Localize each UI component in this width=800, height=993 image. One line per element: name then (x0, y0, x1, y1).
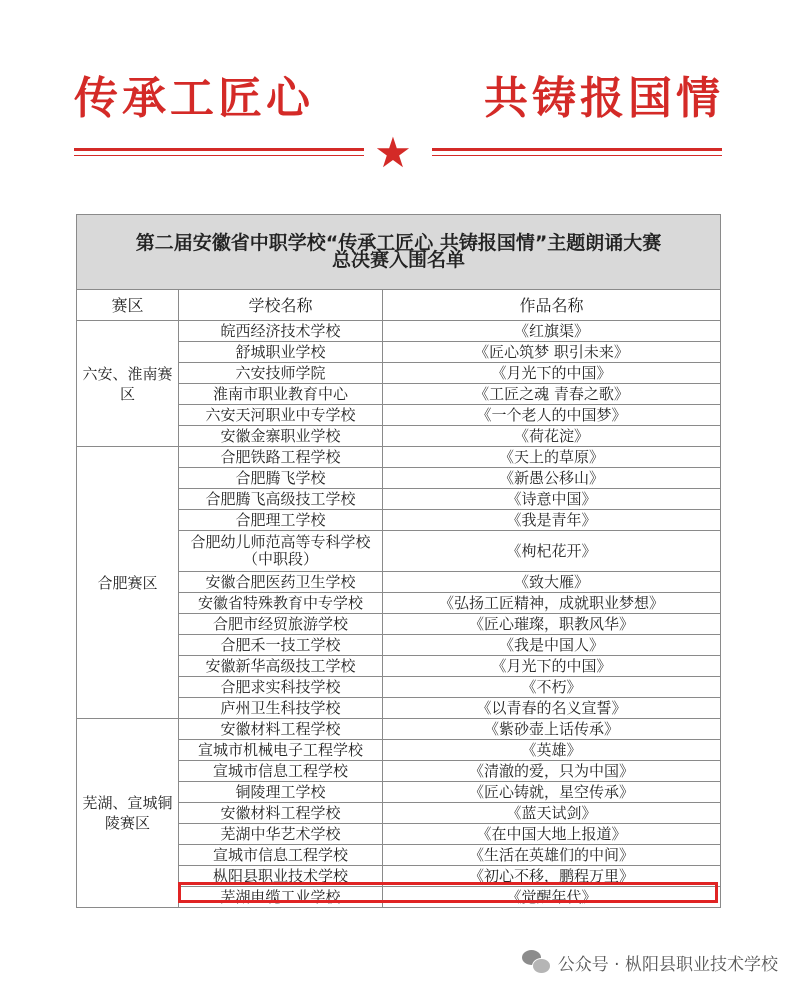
region-cell: 六安、淮南赛区 (77, 321, 179, 447)
work-cell: 《匠心璀璨，职教风华》 (383, 614, 721, 635)
work-cell: 《初心不移，鹏程万里》 (383, 866, 721, 887)
banner-left-text: 传承工匠心 (74, 73, 314, 124)
work-cell: 《新愚公移山》 (383, 468, 721, 489)
wechat-icon (522, 950, 550, 974)
work-cell: 《匠心铸就，星空传承》 (383, 782, 721, 803)
school-cell: 合肥幼儿师范高等专科学校（中职段） (179, 531, 383, 572)
banner-slogan (74, 64, 724, 124)
school-cell: 合肥腾飞学校 (179, 468, 383, 489)
school-cell: 庐州卫生科技学校 (179, 698, 383, 719)
school-cell: 安徽材料工程学校 (179, 803, 383, 824)
school-cell: 合肥求实科技学校 (179, 677, 383, 698)
work-cell: 《我是中国人》 (383, 635, 721, 656)
work-cell: 《一个老人的中国梦》 (383, 405, 721, 426)
work-cell: 《以青春的名义宣誓》 (383, 698, 721, 719)
school-cell: 舒城职业学校 (179, 342, 383, 363)
divider-left-thin (74, 155, 364, 156)
school-cell: 宣城市信息工程学校 (179, 761, 383, 782)
work-cell: 《枸杞花开》 (383, 531, 721, 572)
work-cell: 《不朽》 (383, 677, 721, 698)
work-cell: 《弘扬工匠精神，成就职业梦想》 (383, 593, 721, 614)
school-cell: 合肥市经贸旅游学校 (179, 614, 383, 635)
header-region: 赛区 (77, 290, 179, 321)
table-title-row (77, 215, 721, 290)
table-row (77, 321, 721, 342)
school-cell: 合肥理工学校 (179, 510, 383, 531)
table-row (77, 447, 721, 468)
work-cell: 《匠心筑梦 职引未来》 (383, 342, 721, 363)
divider-right-thin (432, 155, 722, 156)
work-cell: 《工匠之魂 青春之歌》 (383, 384, 721, 405)
work-cell: 《我是青年》 (383, 510, 721, 531)
work-cell: 《蓝天试剑》 (383, 803, 721, 824)
school-cell: 枞阳县职业技术学校 (179, 866, 383, 887)
work-cell: 《清澈的爱，只为中国》 (383, 761, 721, 782)
table-title-line2: 总决赛入围名单 (332, 249, 466, 271)
school-cell: 合肥腾飞高级技工学校 (179, 489, 383, 510)
school-cell: 安徽材料工程学校 (179, 719, 383, 740)
finalist-table (76, 214, 721, 908)
divider-left-thick (74, 148, 364, 151)
divider-right-thick (432, 148, 722, 151)
school-cell: 合肥禾一技工学校 (179, 635, 383, 656)
work-cell: 《觉醒年代》 (383, 887, 721, 908)
work-cell: 《诗意中国》 (383, 489, 721, 510)
work-cell: 《月光下的中国》 (383, 656, 721, 677)
school-cell: 宣城市机械电子工程学校 (179, 740, 383, 761)
table-title-line1: 第二届安徽省中职学校“传承工匠心 共铸报国情”主题朗诵大赛 (135, 232, 662, 254)
work-cell: 《天上的草原》 (383, 447, 721, 468)
table-title (77, 215, 721, 290)
table-header-row (77, 290, 721, 321)
school-cell: 安徽省特殊教育中专学校 (179, 593, 383, 614)
region-cell: 合肥赛区 (77, 447, 179, 719)
work-cell: 《月光下的中国》 (383, 363, 721, 384)
watermark-text: 公众号 · 枞阳县职业技术学校 (557, 954, 778, 975)
school-cell: 铜陵理工学校 (179, 782, 383, 803)
header-school: 学校名称 (179, 290, 383, 321)
school-cell: 皖西经济技术学校 (179, 321, 383, 342)
banner-right-text: 共铸报国情 (484, 73, 724, 124)
school-cell: 合肥铁路工程学校 (179, 447, 383, 468)
school-cell: 芜湖电缆工业学校 (179, 887, 383, 908)
work-cell: 《生活在英雄们的中间》 (383, 845, 721, 866)
work-cell: 《在中国大地上报道》 (383, 824, 721, 845)
work-cell: 《英雄》 (383, 740, 721, 761)
region-cell: 芜湖、宣城铜陵赛区 (77, 719, 179, 908)
watermark (522, 948, 778, 976)
school-cell: 安徽新华高级技工学校 (179, 656, 383, 677)
work-cell: 《致大雁》 (383, 572, 721, 593)
table-row (77, 719, 721, 740)
school-cell: 淮南市职业教育中心 (179, 384, 383, 405)
school-cell: 六安天河职业中专学校 (179, 405, 383, 426)
work-cell: 《红旗渠》 (383, 321, 721, 342)
school-cell: 六安技师学院 (179, 363, 383, 384)
header-work: 作品名称 (383, 290, 721, 321)
star-icon: ★ (374, 128, 412, 177)
school-cell: 安徽合肥医药卫生学校 (179, 572, 383, 593)
school-cell: 安徽金寨职业学校 (179, 426, 383, 447)
work-cell: 《紫砂壶上话传承》 (383, 719, 721, 740)
school-cell: 芜湖中华艺术学校 (179, 824, 383, 845)
school-cell: 宣城市信息工程学校 (179, 845, 383, 866)
work-cell: 《荷花淀》 (383, 426, 721, 447)
